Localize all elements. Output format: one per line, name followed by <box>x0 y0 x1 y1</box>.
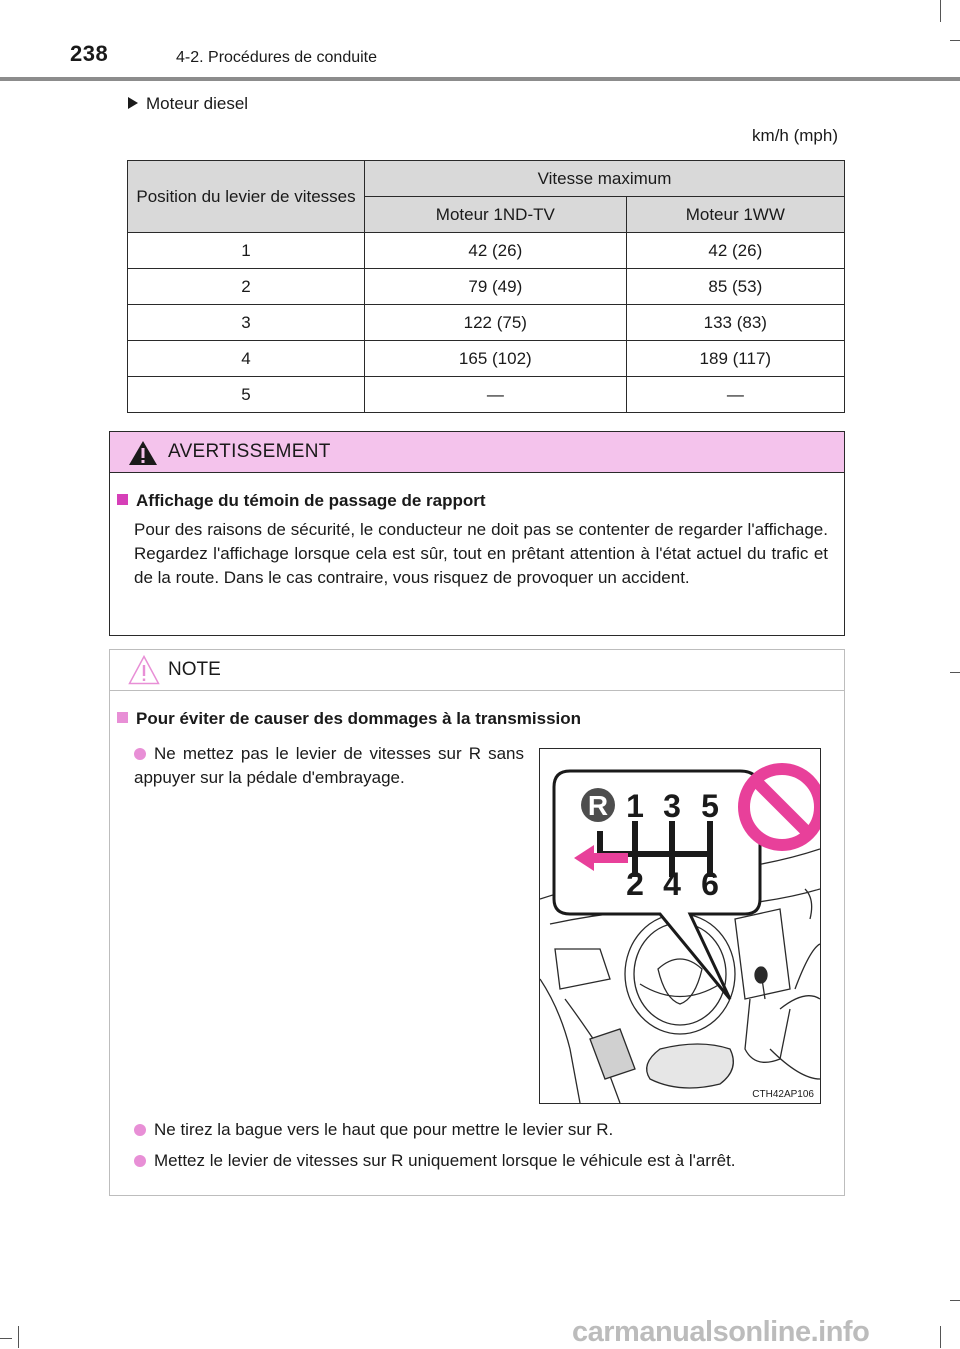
note-bullet-1 <box>134 742 524 790</box>
table-row <box>128 377 845 413</box>
table-row <box>128 341 845 377</box>
square-bullet-icon <box>117 712 128 723</box>
note-bullet-3-text: Mettez le levier de vitesses sur R uniquement lorsque le véhicule est à l'arrêt. <box>154 1151 736 1170</box>
page-number: 238 <box>70 41 109 66</box>
cell-engine-a: 42 (26) <box>365 233 627 269</box>
circle-bullet-icon <box>134 748 146 760</box>
gear-label: 1 <box>626 788 644 824</box>
crop-mark <box>940 1326 941 1348</box>
circle-bullet-icon <box>134 1155 146 1167</box>
cell-engine-b: 189 (117) <box>626 341 844 377</box>
warning-label: AVERTISSEMENT <box>168 441 331 462</box>
warning-box <box>109 431 845 636</box>
prohibition-icon <box>744 769 820 845</box>
gearshift-illustration-art <box>540 749 820 1103</box>
gear-label: 2 <box>626 866 644 902</box>
section-title: 4-2. Procédures de conduite <box>176 49 378 66</box>
square-bullet-icon <box>117 494 128 505</box>
subheading-text: Moteur diesel <box>146 94 249 113</box>
gear-label: 5 <box>701 788 719 824</box>
gearshift-illustration <box>539 748 821 1104</box>
note-title <box>117 709 581 729</box>
caution-triangle-icon <box>128 655 160 685</box>
crop-mark <box>950 1300 960 1301</box>
cell-engine-b: 133 (83) <box>626 305 844 341</box>
warning-triangle-icon <box>128 440 158 466</box>
note-bullet-3 <box>134 1149 736 1173</box>
page-header <box>0 40 960 80</box>
note-header <box>110 650 844 691</box>
cell-engine-a: 122 (75) <box>365 305 627 341</box>
warning-title-text: Affichage du témoin de passage de rapport <box>136 491 486 510</box>
gear-label: 3 <box>663 788 681 824</box>
cell-engine-b: 85 (53) <box>626 269 844 305</box>
crop-mark <box>18 1326 19 1348</box>
cell-position: 5 <box>128 377 365 413</box>
unit-label: km/h (mph) <box>752 126 838 145</box>
warning-header <box>110 432 844 473</box>
note-title-text: Pour éviter de causer des dommages à la transmission <box>136 709 582 728</box>
table-row <box>128 233 845 269</box>
note-bullet-2 <box>134 1118 613 1142</box>
gear-label: 4 <box>663 866 681 902</box>
cell-position: 1 <box>128 233 365 269</box>
col-engine-b-header: Moteur 1WW <box>626 197 844 233</box>
subheading <box>128 94 248 114</box>
warning-title <box>117 491 486 511</box>
table-row <box>128 305 845 341</box>
note-bullet-1-text: Ne mettez pas le levier de vitesses sur R sans appuyer sur la pédale d'embrayage. <box>134 744 524 787</box>
note-label: NOTE <box>168 659 221 680</box>
col-group-header: Vitesse maximum <box>365 161 845 197</box>
header-rule <box>0 77 960 81</box>
crop-mark <box>950 672 960 673</box>
cell-position: 4 <box>128 341 365 377</box>
cell-engine-a: 165 (102) <box>365 341 627 377</box>
note-box <box>109 649 845 1196</box>
speed-table <box>127 160 845 413</box>
triangle-bullet-icon <box>128 97 138 109</box>
col-engine-a-header: Moteur 1ND-TV <box>365 197 627 233</box>
crop-mark <box>940 0 941 22</box>
cell-engine-b: — <box>626 377 844 413</box>
cell-engine-b: 42 (26) <box>626 233 844 269</box>
gear-label: 6 <box>701 866 719 902</box>
illustration-code: CTH42AP106 <box>752 1089 814 1100</box>
cell-engine-a: — <box>365 377 627 413</box>
gear-r-label: R <box>587 790 609 821</box>
watermark-logo: carmanualsonline.info <box>572 1316 870 1348</box>
warning-body: Pour des raisons de sécurité, le conducteur ne doit pas se contenter de regarder l'affichage. Regardez l'affichage lorsque cela est sûr, tout en prêtant attention à l'état actuel du trafic et de la route. Dans le cas contraire, vous risquez de provoquer un accident. <box>134 520 828 587</box>
note-bullet-2-text: Ne tirez la bague vers le haut que pour mettre le levier sur R. <box>154 1120 614 1139</box>
cell-engine-a: 79 (49) <box>365 269 627 305</box>
cell-position: 3 <box>128 305 365 341</box>
circle-bullet-icon <box>134 1124 146 1136</box>
crop-mark <box>0 1338 12 1339</box>
col-position-header: Position du levier de vitesses <box>128 161 365 233</box>
cell-position: 2 <box>128 269 365 305</box>
table-row <box>128 269 845 305</box>
